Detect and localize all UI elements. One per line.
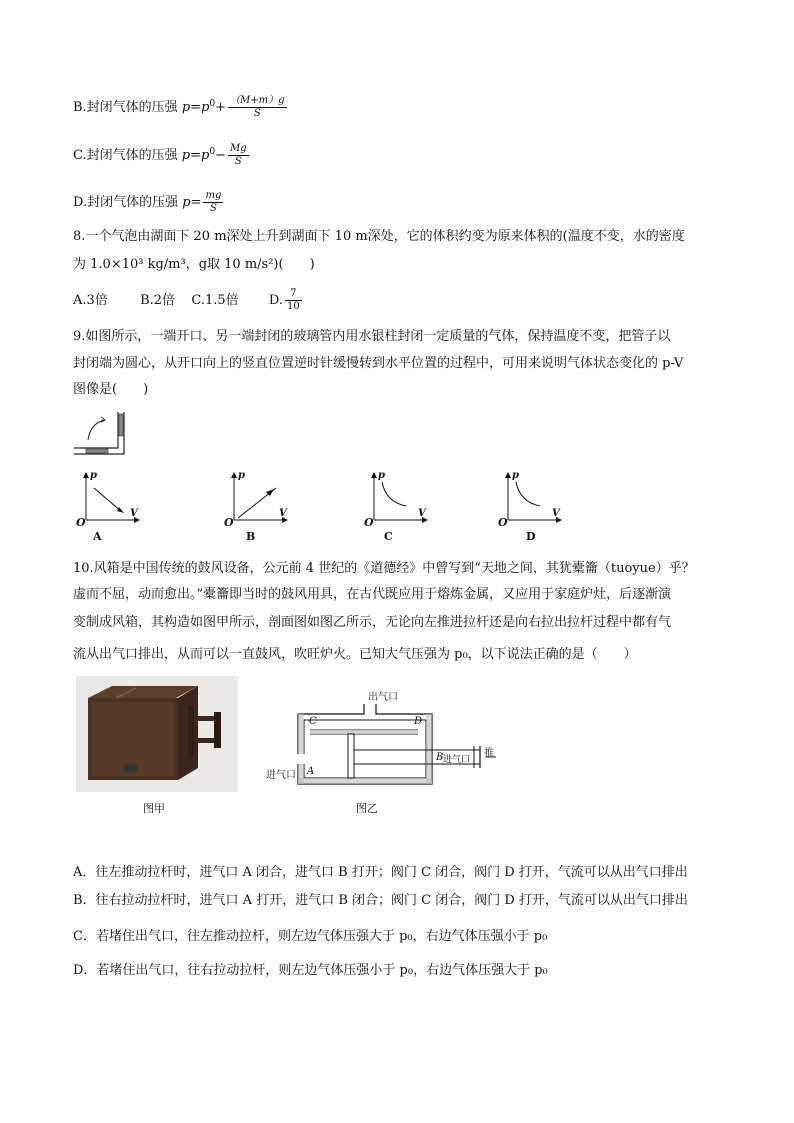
pv-graph-b: [220, 468, 300, 548]
q10-option-c: C．若堵住出气口，往左推动拉杆，则左边气体压强大于 p₀，右边气体压强小于 p₀: [73, 929, 548, 944]
q10-option-a: A．往左推动拉杆时，进气口 A 闭合，进气口 B 打开；阀门 C 闭合，阀门 D 打开，气流可以从出气口排出: [73, 865, 688, 880]
q7-option-c: C.封闭气体的压强 $p=p^0-$ $\frac{Mg}{S}$: [73, 143, 247, 167]
q8-line-2: 为 1.0×10³ kg/m³，g取 10 m/s²)( ): [73, 257, 315, 272]
fraction: $\frac{mg}{S}$: [205, 190, 222, 214]
graph-label-d: D: [526, 530, 536, 543]
fraction: $\frac{7}{10}$: [287, 288, 300, 312]
axis-p-b: p: [238, 470, 245, 481]
q8-options: A.3倍 B.2倍 C.1.5倍 D. $\frac{7}{10}$: [73, 288, 300, 312]
fig-a-caption: 图甲: [143, 802, 165, 815]
label-d: D: [414, 716, 423, 727]
axis-p-d: p: [512, 470, 519, 481]
label-c: C: [309, 716, 317, 727]
label-outlet: 出气口: [368, 692, 398, 703]
axis-v-d: V: [552, 508, 560, 519]
origin-b: O: [224, 516, 234, 529]
q8-line-1: 8.一个气泡由湖面下 20 m深处上升到湖面下 10 m深处，它的体积约变为原来体积的(温度不变，水的密度: [73, 229, 685, 244]
fig-b-caption: 图乙: [356, 802, 378, 815]
q9-line-1: 9.如图所示，一端开口、另一端封闭的玻璃管内用水银柱封闭一定质量的气体，保持温度不变，把管子以: [73, 329, 671, 344]
pv-graph-a: [72, 468, 152, 548]
pv-graph-c: [360, 468, 440, 548]
label-inlet-b: 进气口: [443, 755, 471, 765]
q10-line-3: 变制成风箱，其构造如图甲所示，剖面图如图乙所示，无论向左推进拉杆还是向右拉出拉杆过程中都有气: [73, 615, 672, 630]
label-inlet-a: 进气口: [266, 770, 296, 781]
q9-line-3: 图像是( ): [73, 382, 149, 397]
graph-label-c: C: [384, 530, 393, 543]
fraction: $\frac{(M+m)g}{S}$: [230, 95, 285, 119]
axis-v-b: V: [279, 508, 287, 519]
q10-option-d: D．若堵住出气口，往右拉动拉杆，则左边气体压强小于 p₀，右边气体压强大于 p₀: [73, 963, 548, 978]
q7-option-d: D.封闭气体的压强 p= $\frac{mg}{S}$: [73, 190, 222, 214]
label-push: 推: [484, 748, 494, 759]
axis-v-a: V: [130, 508, 138, 519]
label-b: B: [436, 752, 444, 763]
label-a: A: [307, 766, 315, 777]
q7-option-b: B.封闭气体的压强 $p=p^0+$ $\frac{(M+m)g}{S}$: [73, 95, 285, 119]
axis-p-c: p: [378, 470, 385, 481]
origin-c: O: [364, 516, 374, 529]
q10-line-1: 10.风箱是中国传统的鼓风设备，公元前 4 世纪的《道德经》中曾写到“天地之间，其犹橐籥（tuoyue）乎？: [73, 561, 695, 576]
graph-label-b: B: [246, 530, 256, 543]
q10-option-b: B．往右拉动拉杆时，进气口 A 打开，进气口 B 闭合；阀门 C 闭合，阀门 D 打开，气流可以从出气口排出: [73, 893, 688, 908]
origin-a: O: [76, 516, 86, 529]
tube-figure: [72, 408, 132, 460]
graph-label-a: A: [93, 530, 102, 543]
axis-p-a: p: [90, 470, 97, 481]
bellows-photo: [76, 676, 238, 792]
fraction: $\frac{Mg}{S}$: [229, 143, 247, 167]
q10-line-4: 流从出气口排出，从而可以一直鼓风，吹旺炉火。已知大气压强为 p₀，以下说法正确的是（ ）: [73, 647, 637, 662]
q10-line-2: 虚而不屈，动而愈出。”橐籥即当时的鼓风用具，在古代既应用于熔炼金属，又应用于家庭炉灶，后逐渐演: [73, 587, 672, 602]
origin-d: O: [498, 516, 508, 529]
axis-v-c: V: [418, 508, 426, 519]
q9-line-2: 封闭端为圆心，从开口向上的竖直位置逆时针缓慢转到水平位置的过程中，可用来说明气体状态变化的 p-V: [73, 356, 684, 371]
